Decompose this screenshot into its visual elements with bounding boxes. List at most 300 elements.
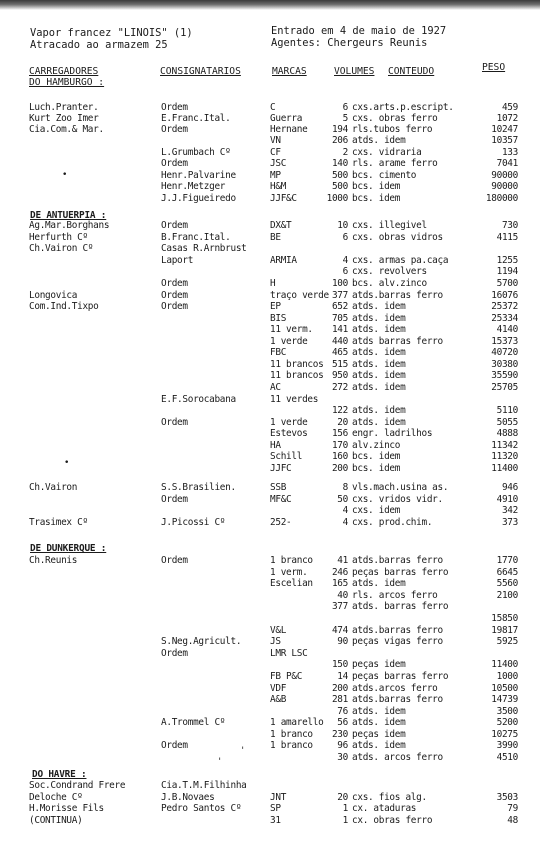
cell-marca: JNT	[270, 792, 287, 803]
table-row	[0, 659, 540, 670]
cell-conteudo: rls.tubos ferro	[352, 124, 433, 135]
cell-consignatario: Ordem	[161, 494, 188, 505]
cell-volumes: 4	[342, 505, 348, 516]
cell-consignatario: Ordem	[161, 290, 188, 301]
cell-marca: CF	[270, 147, 281, 158]
cell-carregador: Cia.Com.& Mar.	[29, 124, 104, 135]
cell-conteudo: atds. idem	[352, 578, 406, 589]
cell-peso: 90000	[491, 170, 518, 181]
cell-volumes: 14	[337, 671, 348, 682]
table-row	[0, 555, 540, 566]
cell-marca: 1 amarello	[270, 717, 324, 728]
cell-conteudo: peças barras ferro	[352, 567, 449, 578]
cell-volumes: 200	[331, 683, 348, 694]
cell-carregador: Trasimex Cº	[29, 517, 88, 528]
table-row	[0, 792, 540, 803]
cell-consignatario: Ordem	[161, 124, 188, 135]
cell-peso: 5055	[496, 417, 518, 428]
cell-conteudo: cxs. vridos vidr.	[352, 494, 443, 505]
cell-consignatario: Henr.Palvarine	[161, 170, 236, 181]
arrival-date: Entrado em 4 de maio de 1927	[271, 25, 447, 37]
cell-conteudo: atds.barras ferro	[352, 555, 443, 566]
table-row	[0, 601, 540, 612]
cell-conteudo: atds. idem	[352, 313, 406, 324]
table-row	[0, 463, 540, 474]
cell-consignatario: Casas R.Arnbrust	[161, 243, 247, 254]
cell-peso: 11400	[491, 463, 518, 474]
cell-volumes: 90	[337, 636, 348, 647]
cell-peso: 1770	[496, 555, 518, 566]
cell-marca: VN	[270, 135, 281, 146]
cell-volumes: 30	[337, 752, 348, 763]
cell-peso: 11400	[491, 659, 518, 670]
cell-volumes: 76	[337, 706, 348, 717]
table-row	[0, 220, 540, 231]
cell-volumes: 500	[331, 170, 348, 181]
cell-marca: FB P&C	[270, 671, 303, 682]
cell-carregador: Herfurth Cº	[29, 232, 88, 243]
scan-mark: '	[217, 757, 223, 767]
cell-carregador: Ch.Vairon Cº	[29, 243, 94, 254]
cell-peso: 10275	[491, 729, 518, 740]
cell-peso: 10357	[491, 135, 518, 146]
cell-marca: 11 brancos	[270, 370, 324, 381]
table-row	[0, 181, 540, 192]
table-row	[0, 336, 540, 347]
cell-conteudo: atds.barras ferro	[352, 625, 443, 636]
cell-consignatario: S.Neg.Agricult.	[161, 636, 242, 647]
table-row	[0, 266, 540, 277]
cell-marca: JS	[270, 636, 281, 647]
table-row	[0, 625, 540, 636]
cell-consignatario: E.Franc.Ital.	[161, 113, 231, 124]
cell-consignatario: Ordem	[161, 417, 188, 428]
cell-peso: 3503	[496, 792, 518, 803]
table-row	[0, 232, 540, 243]
cell-volumes: 140	[331, 158, 348, 169]
table-row	[0, 394, 540, 405]
cell-consignatario: Ordem	[161, 301, 188, 312]
cell-marca: 11 verdes	[270, 394, 319, 405]
cell-volumes: 6	[342, 266, 348, 277]
cell-volumes: 200	[331, 463, 348, 474]
cell-carregador: H.Morisse Fils	[29, 803, 104, 814]
cell-peso: 30380	[491, 359, 518, 370]
table-row	[0, 451, 540, 462]
cell-conteudo: atds. idem	[352, 417, 406, 428]
cell-conteudo: rls. arame ferro	[352, 158, 438, 169]
cell-consignatario: E.F.Sorocabana	[161, 394, 236, 405]
cell-volumes: 474	[331, 625, 348, 636]
table-row	[0, 382, 540, 393]
cell-marca: 31	[270, 815, 281, 826]
berth-info: Atracado ao armazem 25	[30, 39, 168, 51]
section-havre: DO HAVRE :	[32, 769, 87, 780]
cell-volumes: 122	[331, 405, 348, 416]
table-row	[0, 417, 540, 428]
cell-volumes: 272	[331, 382, 348, 393]
table-row	[0, 347, 540, 358]
table-row	[0, 113, 540, 124]
cell-consignatario: Ordem	[161, 158, 188, 169]
cell-peso: 5200	[496, 717, 518, 728]
cell-volumes: 10	[337, 220, 348, 231]
cell-consignatario: Laport	[161, 255, 194, 266]
cell-conteudo: cx. obras ferro	[352, 815, 433, 826]
cell-conteudo: peças idem	[352, 659, 406, 670]
cell-marca: SP	[270, 803, 281, 814]
cell-peso: 730	[501, 220, 518, 231]
cell-consignatario: J.B.Novaes	[161, 792, 215, 803]
cell-conteudo: bcs. idem	[352, 463, 401, 474]
cell-conteudo: bcs. idem	[352, 451, 401, 462]
section-dunkerque: DE DUNKERQUE :	[30, 543, 107, 554]
cell-marca: BE	[270, 232, 281, 243]
cell-conteudo: vls.mach.usina as.	[352, 482, 449, 493]
cell-marca: A&B	[270, 694, 287, 705]
table-row	[0, 147, 540, 158]
cell-marca: JJFC	[270, 463, 292, 474]
table-row	[0, 255, 540, 266]
cell-volumes: 100	[331, 278, 348, 289]
cell-peso: 2100	[496, 590, 518, 601]
cell-marca: 1 branco	[270, 729, 313, 740]
table-row	[0, 313, 540, 324]
agents-info: Agentes: Chergeurs Reunis	[271, 37, 428, 49]
cell-peso: 1194	[496, 266, 518, 277]
cell-carregador: Ag.Mar.Borghans	[29, 220, 110, 231]
cell-volumes: 206	[331, 135, 348, 146]
cell-conteudo: cxs. revolvers	[352, 266, 427, 277]
cell-consignatario: A.Trommel Cº	[161, 717, 226, 728]
cell-conteudo: peças barras ferro	[352, 671, 449, 682]
cell-marca: 1 branco	[270, 555, 313, 566]
cell-marca: 252-	[270, 517, 292, 528]
cell-conteudo: cxs. vidraria	[352, 147, 422, 158]
cell-marca: HA	[270, 440, 281, 451]
cell-peso: 7041	[496, 158, 518, 169]
table-row	[0, 729, 540, 740]
col-volumes: VOLUMES	[334, 66, 375, 77]
col-consignatarios: CONSIGNATARIOS	[160, 66, 241, 77]
cell-volumes: 465	[331, 347, 348, 358]
cell-marca: SSB	[270, 482, 287, 493]
cell-marca: FBC	[270, 347, 287, 358]
cell-marca: JJF&C	[270, 193, 297, 204]
cell-marca: H&M	[270, 181, 287, 192]
table-row	[0, 706, 540, 717]
cell-marca: 1 verde	[270, 336, 308, 347]
cell-consignatario: Ordem	[161, 740, 188, 751]
cell-peso: 15373	[491, 336, 518, 347]
cell-peso: 48	[507, 815, 518, 826]
cell-peso: 5925	[496, 636, 518, 647]
cell-consignatario: Ordem	[161, 555, 188, 566]
cell-volumes: 6	[342, 102, 348, 113]
table-row	[0, 505, 540, 516]
cell-peso: 1072	[496, 113, 518, 124]
cell-volumes: 160	[331, 451, 348, 462]
cell-peso: 6645	[496, 567, 518, 578]
cell-marca: EP	[270, 301, 281, 312]
col-conteudo: CONTEUDO	[388, 66, 435, 77]
cell-peso: 1000	[496, 671, 518, 682]
cell-marca: Escelian	[270, 578, 313, 589]
table-row	[0, 613, 540, 624]
cell-volumes: 5	[342, 113, 348, 124]
cell-peso: 79	[507, 803, 518, 814]
cell-peso: 4140	[496, 324, 518, 335]
cell-marca: Estevos	[270, 428, 308, 439]
table-row	[0, 803, 540, 814]
cell-consignatario: Ordem	[161, 102, 188, 113]
table-row	[0, 428, 540, 439]
cell-consignatario: B.Franc.Ital.	[161, 232, 231, 243]
table-row	[0, 124, 540, 135]
cell-consignatario: Henr.Metzger	[161, 181, 226, 192]
cell-conteudo: atds. idem	[352, 717, 406, 728]
cell-conteudo: cxs. obras vidros	[352, 232, 443, 243]
table-row	[0, 752, 540, 763]
cell-peso: 5110	[496, 405, 518, 416]
cell-peso: 5560	[496, 578, 518, 589]
table-row	[0, 694, 540, 705]
cell-volumes: 156	[331, 428, 348, 439]
cell-consignatario: J.Picossi Cº	[161, 517, 226, 528]
cell-marca: ARMIA	[270, 255, 297, 266]
cell-volumes: 500	[331, 181, 348, 192]
table-row	[0, 243, 540, 254]
table-row	[0, 517, 540, 528]
table-row	[0, 636, 540, 647]
cell-peso: 133	[501, 147, 518, 158]
cell-marca: LMR LSC	[270, 648, 308, 659]
cell-peso: 946	[501, 482, 518, 493]
cell-marca: BIS	[270, 313, 287, 324]
cell-carregador: Ch.Reunis	[29, 555, 78, 566]
cell-conteudo: cxs. prod.chim.	[352, 517, 433, 528]
cell-conteudo: bcs. alv.zinco	[352, 278, 427, 289]
cell-carregador: Soc.Condrand Frere	[29, 780, 126, 791]
table-row	[0, 158, 540, 169]
cell-conteudo: atds.arcos ferro	[352, 683, 438, 694]
cell-conteudo: cx. ataduras	[352, 803, 417, 814]
cell-carregador: Deloche Cº	[29, 792, 83, 803]
cell-peso: 40720	[491, 347, 518, 358]
cell-marca: MP	[270, 170, 281, 181]
cell-conteudo: peças idem	[352, 729, 406, 740]
cell-peso: 90000	[491, 181, 518, 192]
cell-volumes: 705	[331, 313, 348, 324]
cell-volumes: 2	[342, 147, 348, 158]
cell-volumes: 56	[337, 717, 348, 728]
table-row	[0, 440, 540, 451]
table-row	[0, 290, 540, 301]
cell-carregador: (CONTINUA)	[29, 815, 83, 826]
cell-peso: 10247	[491, 124, 518, 135]
cell-marca: 1 verm.	[270, 567, 308, 578]
cell-volumes: 230	[331, 729, 348, 740]
col-carregadores: CARREGADORES	[29, 66, 99, 77]
cell-conteudo: atds.barras ferro	[352, 290, 443, 301]
cell-conteudo: bcs. idem	[352, 193, 401, 204]
cell-conteudo: cxs.arts.p.escript.	[352, 102, 454, 113]
scan-mark: '	[240, 746, 246, 756]
table-row	[0, 648, 540, 659]
cell-marca: Hernane	[270, 124, 308, 135]
table-row	[0, 359, 540, 370]
col-peso: PESO	[482, 62, 506, 73]
cell-peso: 11320	[491, 451, 518, 462]
cell-volumes: 246	[331, 567, 348, 578]
cell-marca: 1 verde	[270, 417, 308, 428]
cell-peso: 25705	[491, 382, 518, 393]
cell-volumes: 4	[342, 255, 348, 266]
cell-conteudo: atds. idem	[352, 382, 406, 393]
scan-mark: •	[64, 458, 70, 468]
cell-conteudo: cxs. armas pa.caça	[352, 255, 449, 266]
cell-carregador: Longovica	[29, 290, 78, 301]
cell-peso: 25334	[491, 313, 518, 324]
cell-peso: 373	[501, 517, 518, 528]
cell-peso: 11342	[491, 440, 518, 451]
cell-carregador: Com.Ind.Tixpo	[29, 301, 99, 312]
cell-marca: 11 brancos	[270, 359, 324, 370]
cell-volumes: 6	[342, 232, 348, 243]
cell-marca: 1 branco	[270, 740, 313, 751]
cell-volumes: 377	[331, 601, 348, 612]
cell-peso: 4910	[496, 494, 518, 505]
table-row	[0, 278, 540, 289]
table-row	[0, 193, 540, 204]
cell-conteudo: cxs. fios alg.	[352, 792, 427, 803]
section-antuerpia: DE ANTUERPIA :	[30, 210, 107, 221]
cell-volumes: 194	[331, 124, 348, 135]
cell-peso: 4115	[496, 232, 518, 243]
cell-peso: 16076	[491, 290, 518, 301]
cell-volumes: 50	[337, 494, 348, 505]
table-row	[0, 671, 540, 682]
table-row	[0, 324, 540, 335]
cell-peso: 342	[501, 505, 518, 516]
cell-conteudo: bcs. idem	[352, 181, 401, 192]
cell-peso: 10500	[491, 683, 518, 694]
cell-consignatario: S.S.Brasilien.	[161, 482, 236, 493]
cell-volumes: 377	[331, 290, 348, 301]
cell-marca: DX&T	[270, 220, 292, 231]
cell-conteudo: atds. barras ferro	[352, 601, 449, 612]
cell-consignatario: Ordem	[161, 278, 188, 289]
section-hamburgo: DO HAMBURGO :	[29, 77, 105, 88]
cell-conteudo: atds. idem	[352, 135, 406, 146]
cell-volumes: 4	[342, 517, 348, 528]
table-row	[0, 301, 540, 312]
cell-volumes: 40	[337, 590, 348, 601]
cell-conteudo: atds. idem	[352, 706, 406, 717]
cell-peso: 5700	[496, 278, 518, 289]
table-row	[0, 567, 540, 578]
vessel-title: Vapor francez "LINOIS" (1)	[30, 27, 193, 39]
table-row	[0, 578, 540, 589]
cell-carregador: Kurt Zoo Imer	[29, 113, 99, 124]
table-row	[0, 780, 540, 791]
cell-marca: Schill	[270, 451, 303, 462]
cell-conteudo: cxs. illegivel	[352, 220, 427, 231]
cell-volumes: 652	[331, 301, 348, 312]
cell-volumes: 515	[331, 359, 348, 370]
cell-consignatario: L.Grumbach Cº	[161, 147, 231, 158]
table-row	[0, 815, 540, 826]
cell-volumes: 170	[331, 440, 348, 451]
cell-peso: 14739	[491, 694, 518, 705]
table-row	[0, 590, 540, 601]
cell-conteudo: atds. arcos ferro	[352, 752, 443, 763]
cell-conteudo: atds.barras ferro	[352, 694, 443, 705]
cell-volumes: 96	[337, 740, 348, 751]
cell-volumes: 141	[331, 324, 348, 335]
cell-marca: Guerra	[270, 113, 303, 124]
cell-peso: 15850	[491, 613, 518, 624]
cell-conteudo: atds. idem	[352, 740, 406, 751]
table-row	[0, 683, 540, 694]
cell-peso: 1255	[496, 255, 518, 266]
cell-volumes: 8	[342, 482, 348, 493]
table-row	[0, 717, 540, 728]
cell-conteudo: rls. arcos ferro	[352, 590, 438, 601]
table-row	[0, 135, 540, 146]
cell-marca: traço verde	[270, 290, 329, 301]
cell-consignatario: Pedro Santos Cº	[161, 803, 242, 814]
cell-volumes: 1000	[326, 193, 348, 204]
cell-peso: 4888	[496, 428, 518, 439]
cell-marca: V&L	[270, 625, 287, 636]
cell-peso: 4510	[496, 752, 518, 763]
cell-peso: 459	[501, 102, 518, 113]
cell-volumes: 440	[331, 336, 348, 347]
cell-peso: 180000	[485, 193, 518, 204]
cell-volumes: 1	[342, 815, 348, 826]
cell-volumes: 150	[331, 659, 348, 670]
cell-consignatario: J.J.Figueiredo	[161, 193, 236, 204]
cell-volumes: 1	[342, 803, 348, 814]
cell-marca: 11 verm.	[270, 324, 313, 335]
table-row	[0, 170, 540, 181]
cell-carregador: Ch.Vairon	[29, 482, 78, 493]
cell-peso: 3990	[496, 740, 518, 751]
cell-peso: 25372	[491, 301, 518, 312]
cell-volumes: 20	[337, 417, 348, 428]
cell-marca: C	[270, 102, 276, 113]
cell-marca: AC	[270, 382, 281, 393]
cell-conteudo: atds. idem	[352, 347, 406, 358]
table-row	[0, 494, 540, 505]
cell-volumes: 950	[331, 370, 348, 381]
cell-conteudo: atds. idem	[352, 301, 406, 312]
cell-marca: JSC	[270, 158, 287, 169]
cell-conteudo: engr. ladrilhos	[352, 428, 433, 439]
cell-conteudo: peças vigas ferro	[352, 636, 443, 647]
cell-conteudo: atds. idem	[352, 405, 406, 416]
cell-volumes: 281	[331, 694, 348, 705]
cell-conteudo: atds. idem	[352, 359, 406, 370]
cell-volumes: 20	[337, 792, 348, 803]
cell-conteudo: atds. idem	[352, 324, 406, 335]
cell-conteudo: atds barras ferro	[352, 336, 443, 347]
cell-conteudo: cxs. idem	[352, 505, 401, 516]
cell-carregador: Luch.Pranter.	[29, 102, 99, 113]
cell-volumes: 41	[337, 555, 348, 566]
cell-volumes: 165	[331, 578, 348, 589]
